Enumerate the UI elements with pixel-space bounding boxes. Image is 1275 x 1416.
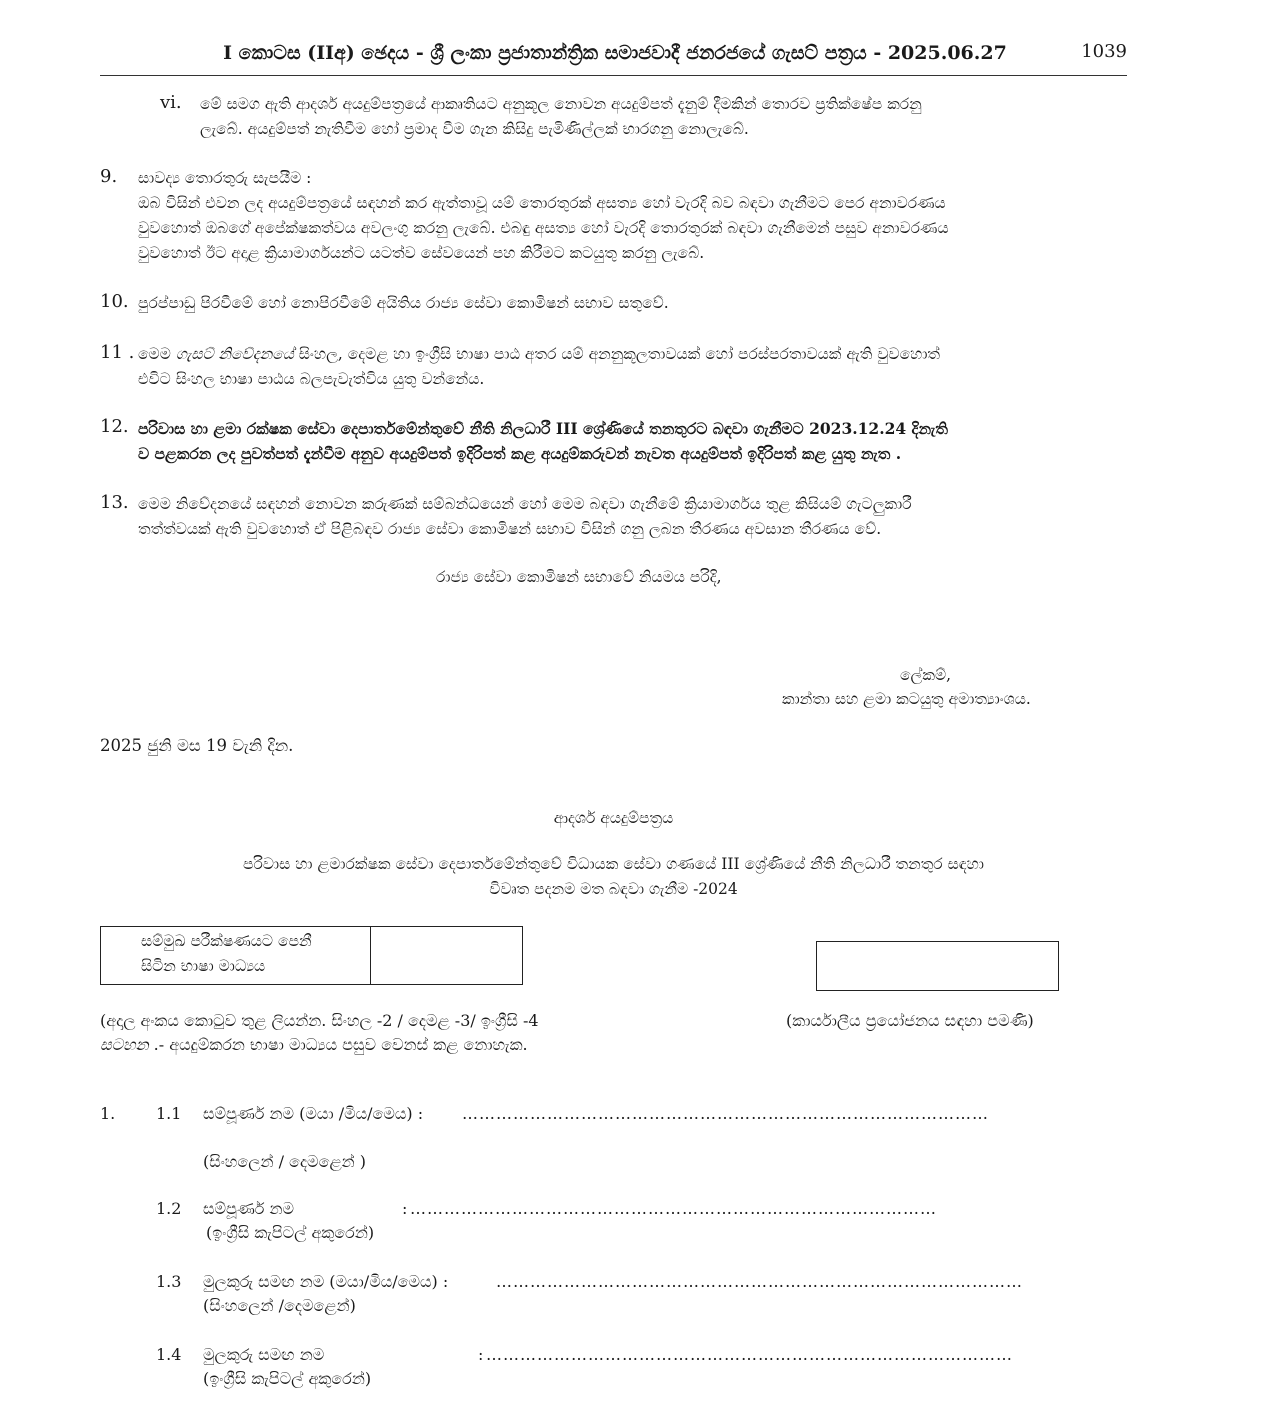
field-1-2-colon: : (402, 1199, 408, 1218)
item-10-line: පුරප්පාඩු පිරවීමේ හෝ නොපිරවීමේ අයිතිය රාජ්‍ය සේවා කොමිෂන් සභාව සතුවේ. (138, 294, 669, 312)
item-13-number: 13. (100, 492, 129, 513)
item-11-text (138, 342, 1128, 392)
item-11-pre: මෙම (138, 345, 176, 363)
office-use-box (816, 941, 1059, 991)
item-vi-text (200, 92, 1128, 142)
language-medium-label-line: සම්මුඛ පරීක්ෂණයට පෙනී (141, 932, 312, 950)
field-1-4-number: 1.4 (156, 1345, 182, 1364)
ministry-name: කාන්තා සහ ළමා කටයුතු අමාත්‍යාංශය. (782, 690, 1031, 708)
item-11-line: එවිට සිංහල භාෂා පාඨය බලපැවැත්විය යුතු වන්නේය. (138, 370, 485, 388)
item-12-number: 12. (100, 416, 129, 437)
language-medium-box (100, 926, 523, 985)
item-10-number: 10. (100, 291, 129, 312)
office-use-note: (කාර්යාලීය ප්‍රයෝජනය සඳහා පමණි) (786, 1011, 1034, 1030)
field-1-2-sub: (ඉංග්‍රීසි කැපිටල් අකුරෙන්) (206, 1223, 375, 1242)
field-1-1-label: සම්පූර්ණ නම (මයා /මිය/මෙය) : (203, 1104, 424, 1123)
secretary-title: ලේකම්, (900, 666, 952, 684)
item-10-text (138, 291, 1128, 316)
item-12-line: ව පළකරන ලද පුවත්පත් දැන්වීම අනුව අයදුම්පත් ඉදිරිපත් කළ අයදුම්කරුවන් නැවත අයදුම්පත් ඉදිරිපත් කළ යුතු නැත . (138, 444, 902, 463)
item-12-text (138, 416, 1128, 466)
field-1-1-sub: (සිංහලෙන් / දෙමළෙන් ) (203, 1152, 366, 1171)
item-9-heading: සාවද්‍ය තොරතුරු සැපයීම : (138, 169, 312, 187)
model-form-subtitle (100, 852, 1127, 902)
item-9-line: වුවහොත් ඔබගේ අපේක්ෂකත්වය අවලංගු කරනු ලැබේ. එබඳු අසත්‍ය හෝ වැරදි තොරතුරක් බඳවා ගැනීමෙන් පසුව අනාවරණය (138, 219, 949, 237)
model-form-subtitle-line: පරිවාස හා ළමාරක්ෂක සේවා දෙපාර්තමේන්තුවේ විධායක සේවා ගණයේ III ශ්‍රේණියේ නීති නිලධාරී තනතුර සඳහා (243, 855, 984, 873)
item-12-line: පරිවාස හා ළමා රක්ෂක සේවා දෙපාර්තමේන්තුවේ නීති නිලධාරී III ශ්‍රේණියේ තනතුරට බඳවා ගැනීමට 2023.12.24 දිනැති (138, 419, 948, 438)
item-vi-number: vi. (160, 92, 182, 113)
model-form-title: ආදර්ශ අයදුම්පත්‍රය (553, 809, 674, 827)
field-1-4-label: මුලකුරු සමඟ නම (203, 1345, 325, 1364)
language-medium-label (141, 929, 312, 979)
section-number: 1. (100, 1104, 116, 1123)
item-13-line: තත්ත්වයක් ඇති වුවහොත් ඒ පිළිබඳව රාජ්‍ය සේවා කොමිෂන් සභාව විසින් ගනු ලබන තීරණය අවසාන තීරණය වේ. (138, 520, 882, 538)
page-number: 1039 (1081, 41, 1127, 62)
language-number-note: (අදාල අංකය කොටුව තුළ ලියන්න. සිංහල -2 / දෙමළ -3/ ඉංග්‍රීසි -4 (100, 1011, 539, 1030)
item-11-post: සිංහල, දෙමළ හා ඉංග්‍රීසි භාෂා පාඨ අතර යම් අනනුකූලතාවයක් හෝ පරස්පරතාවයක් ඇති වුවහොත් (293, 345, 941, 363)
field-1-2-label: සම්පූර්ණ නම (203, 1199, 295, 1218)
item-9-line: වුවහොත් ඊට අදාළ ක්‍රියාමාර්ගයන්ට යටත්ව සේවයෙන් පහ කිරීමට කටයුතු කරනු ලැබේ. (138, 244, 705, 262)
field-1-2-full-name-english-input[interactable]: ………………………………………………………………………………… (410, 1199, 937, 1218)
field-1-1-full-name-input[interactable]: ………………………………………………………………………………… (462, 1104, 989, 1123)
language-medium-label-line: සිටින භාෂා මාධ්‍යය (141, 957, 266, 975)
item-9-text (138, 166, 1128, 266)
notice-date: 2025 ජුනි මස 19 වැනි දින. (100, 736, 294, 755)
item-vi-line: මේ සමග ඇති ආදර්ශ අයදුම්පත්‍රයේ ආකෘතියට අනුකූල නොවන අයදුම්පත් දැනුම් දීමකින් තොරව ප්‍රතික්ෂේප කරනු (200, 95, 922, 113)
item-9-number: 9. (100, 166, 118, 187)
item-11-gazette-notice: ගැසට් නිවේදනයේ (175, 345, 294, 363)
field-1-4-name-with-initials-english-input[interactable]: ………………………………………………………………………………… (486, 1345, 1013, 1364)
item-11-line (138, 342, 1128, 367)
model-form-subtitle-line: විවෘත පදනම මත බඳවා ගැනීම -2024 (489, 880, 738, 898)
item-13-text (138, 492, 1128, 542)
item-vi-line: ලැබේ. අයදුම්පත් නැතිවීම හෝ ප්‍රමාද වීම ගැන කිසිදු පැමිණිල්ලක් භාරගනු නොලැබේ. (200, 120, 749, 138)
field-1-3-sub: (සිංහලෙන් /දෙමළෙන්) (203, 1296, 356, 1315)
field-1-4-colon: : (478, 1345, 484, 1364)
note-text: .- අයදුම්කරන භාෂා මාධ්‍යය පසුව වෙනස් කළ නොහැක. (148, 1035, 528, 1054)
field-1-3-label: මුලකුරු සමඟ නම (මයා/මිය/මෙය) : (203, 1272, 449, 1291)
field-1-2-number: 1.2 (156, 1199, 182, 1218)
note-label: සටහන (100, 1035, 149, 1054)
field-1-3-name-with-initials-input[interactable]: ………………………………………………………………………………… (496, 1272, 1023, 1291)
language-box-divider (370, 927, 371, 984)
medium-change-note (100, 1032, 528, 1057)
item-13-line: මෙම නිවේදනයේ සඳහන් නොවන කරුණක් සම්බන්ධයෙන් හෝ මෙම බඳවා ගැනීමේ ක්‍රියාමාර්ගය තුළ කිසියම් ගැටලුකාරී (138, 495, 912, 513)
header-rule (100, 75, 1127, 76)
field-1-1-number: 1.1 (156, 1104, 182, 1123)
field-1-3-number: 1.3 (156, 1272, 182, 1291)
commission-order: රාජ්‍ය සේවා කොමිෂන් සභාවේ නියමය පරිදි, (436, 568, 722, 586)
gazette-header-title: I කොටස (IIඅ) ඡෙදය - ශ්‍රී ලංකා ප්‍රජාතාන්ත්‍රික සමාජවාදී ජනරජයේ ගැසට් පත්‍රය - 2025.06.27 (223, 42, 1007, 64)
field-1-4-sub: (ඉංග්‍රීසි කැපිටල් අකුරෙන්) (203, 1369, 372, 1388)
item-9-line: ඔබ විසින් එවන ලද අයදුම්පත්‍රයේ සඳහන් කර ඇත්තාවූ යම් තොරතුරක් අසත්‍ය හෝ වැරදි බව බඳවා ගැනීමට පෙර අනාවරණය (138, 194, 946, 212)
item-11-number: 11 . (100, 342, 135, 363)
